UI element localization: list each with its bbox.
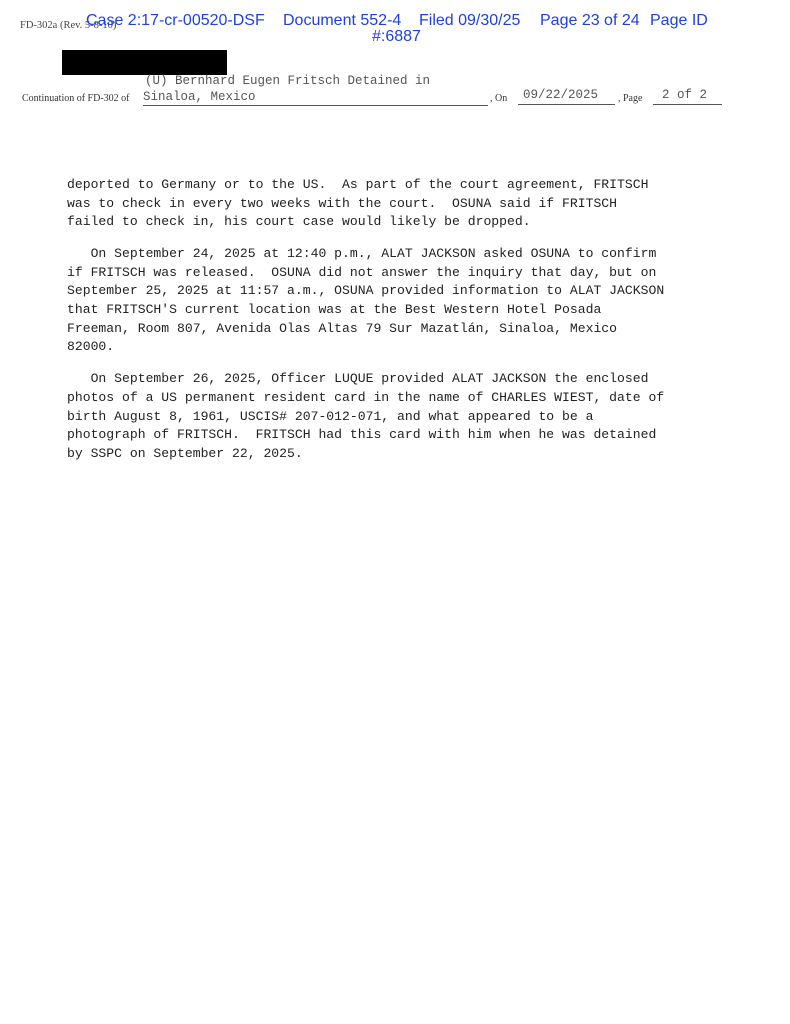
- text-line: that FRITSCH'S current location was at the Best Western Hotel Posada: [67, 302, 602, 318]
- report-body: [67, 176, 737, 477]
- page-number-field: 2 of 2: [653, 88, 722, 105]
- page-id-number: #:6887: [372, 28, 421, 45]
- continuation-label: Continuation of FD-302 of: [22, 93, 130, 104]
- text-line: deported to Germany or to the US. As part of the court agreement, FRITSCH: [67, 177, 649, 192]
- text-line: was to check in every two weeks with the court. OSUNA said if FRITSCH: [67, 195, 618, 211]
- text-line: Freeman, Room 807, Avenida Olas Altas 79 Sur Mazatlán, Sinaloa, Mexico: [67, 320, 618, 336]
- case-number: Case 2:17-cr-00520-DSF: [86, 12, 265, 29]
- text-line: On September 26, 2025, Officer LUQUE provided ALAT JACKSON the enclosed: [67, 371, 649, 387]
- subject-title-field: [143, 73, 488, 106]
- text-line: 82000.: [67, 339, 115, 355]
- document-number: Document 552-4: [283, 12, 402, 29]
- paragraph: [67, 370, 737, 463]
- form-code: FD-302a (Rev. 5-8-10): [20, 20, 117, 31]
- text-line: photos of a US permanent resident card in the name of CHARLES WIEST, date of: [67, 389, 665, 405]
- page-label: , Page: [618, 93, 643, 104]
- filed-date: Filed 09/30/25: [419, 12, 521, 29]
- text-line: failed to check in, his court case would likely be dropped.: [67, 214, 531, 230]
- paragraph: [67, 245, 737, 357]
- text-line: photograph of FRITSCH. FRITSCH had this card with him when he was detained: [67, 427, 657, 443]
- text-line: On September 24, 2025 at 12:40 p.m., ALAT JACKSON asked OSUNA to confirm: [67, 246, 657, 262]
- subject-title-line2: Sinaloa, Mexico: [143, 90, 256, 104]
- paragraph: [67, 176, 737, 232]
- redaction-block: [62, 50, 227, 75]
- text-line: September 25, 2025 at 11:57 a.m., OSUNA provided information to ALAT JACKSON: [67, 283, 665, 299]
- date-field: 09/22/2025: [518, 88, 615, 105]
- page-id-label: Page ID: [650, 12, 708, 29]
- text-line: by SSPC on September 22, 2025.: [67, 445, 303, 461]
- on-label: , On: [490, 93, 508, 104]
- text-line: birth August 8, 1961, USCIS# 207-012-071, and what appeared to be a: [67, 408, 594, 424]
- text-line: if FRITSCH was released. OSUNA did not answer the inquiry that day, but on: [67, 264, 657, 280]
- subject-title-line1: (U) Bernhard Eugen Fritsch Detained in: [145, 74, 431, 88]
- page-count: Page 23 of 24: [540, 12, 640, 29]
